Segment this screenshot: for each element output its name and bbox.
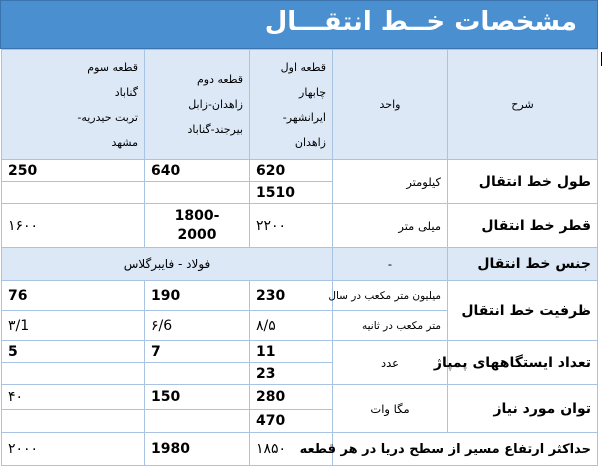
capacity-label: ظرفیت خط انتقال	[448, 281, 598, 341]
header-q3-line: قطعه سوم	[87, 60, 138, 74]
empty-cell	[2, 363, 145, 385]
header-vahed: واحد	[333, 50, 448, 160]
stations-unit: عدد	[333, 341, 448, 385]
capacity-q1b: ۸/۵	[250, 311, 333, 341]
power-q3: ۴۰	[2, 385, 145, 410]
empty-cell	[145, 410, 250, 433]
diameter-q2: 1800- 2000	[145, 204, 250, 248]
header-q3-line: تربت حیدریه-	[77, 110, 138, 124]
capacity-q3b: ۳/1	[2, 311, 145, 341]
empty-cell	[145, 182, 250, 204]
capacity-q1a: 230	[250, 281, 333, 311]
capacity-unit1: میلیون متر مکعب در سال	[333, 281, 448, 311]
capacity-unit2: متر مکعب در ثانیه	[333, 311, 448, 341]
table-row	[2, 160, 598, 182]
capacity-q2b: ۶/6	[145, 311, 250, 341]
title-banner	[0, 0, 598, 49]
header-q1-line: زاهدان	[294, 135, 326, 149]
table-row	[2, 433, 598, 466]
stations-label: تعداد ایستگاههای پمپاژ	[448, 341, 598, 385]
header-q2-line: قطعه دوم	[196, 73, 243, 86]
stations-total: 23	[250, 363, 333, 385]
header-q2-line: زاهدان-زابل	[188, 98, 243, 111]
table-row	[2, 248, 598, 281]
stations-q2: 7	[145, 341, 250, 363]
empty-cell	[2, 410, 145, 433]
material-unit: -	[333, 248, 448, 281]
stations-q1: 11	[250, 341, 333, 363]
material-label: جنس خط انتقال	[448, 248, 598, 281]
header-row	[2, 50, 598, 160]
power-unit: مگا وات	[333, 385, 448, 433]
divider-mark	[601, 52, 602, 66]
elevation-q3: ۲۰۰۰	[2, 433, 145, 466]
elevation-label: حداکثر ارتفاع مسیر از سطح دریا در هر قطعه	[333, 433, 598, 466]
stations-q3: 5	[2, 341, 145, 363]
table-row	[2, 204, 598, 248]
capacity-q2a: 190	[145, 281, 250, 311]
length-q2: 640	[145, 160, 250, 182]
spec-table	[1, 49, 598, 466]
header-q2	[145, 50, 250, 160]
header-q1-line: چابهار	[299, 85, 326, 99]
header-q3	[2, 50, 145, 160]
power-label: توان مورد نیاز	[448, 385, 598, 433]
length-q3: 250	[2, 160, 145, 182]
table-row	[2, 341, 598, 363]
header-q1	[250, 50, 333, 160]
empty-cell	[2, 182, 145, 204]
table-row	[2, 385, 598, 410]
material-value: فولاد - فایبرگلاس	[2, 248, 333, 281]
capacity-q3a: 76	[2, 281, 145, 311]
empty-cell	[145, 363, 250, 385]
header-q1-line: قطعه اول	[280, 60, 326, 74]
diameter-q1: ۲۲۰۰	[250, 204, 333, 248]
diameter-label: قطر خط انتقال	[448, 204, 598, 248]
header-sharh: شرح	[448, 50, 598, 160]
elevation-q1: ۱۸۵۰	[250, 433, 333, 466]
header-q3-line: مشهد	[111, 135, 138, 149]
power-q2: 150	[145, 385, 250, 410]
table-row	[2, 281, 598, 311]
diameter-q3: ۱۶۰۰	[2, 204, 145, 248]
elevation-q2: 1980	[145, 433, 250, 466]
page-title: مشخصات خــط انتقـــال	[264, 7, 577, 37]
length-q1: 620	[250, 160, 333, 182]
power-q1: 280	[250, 385, 333, 410]
header-q1-line: ایرانشهر-	[282, 110, 326, 124]
header-q3-line: گناباد	[114, 85, 138, 99]
diameter-unit: میلی متر	[333, 204, 448, 248]
length-total: 1510	[250, 182, 333, 204]
power-total: 470	[250, 410, 333, 433]
length-unit: کیلومتر	[333, 160, 448, 204]
header-q2-line: بیرجند-گناباد	[187, 123, 243, 136]
length-label: طول خط انتقال	[448, 160, 598, 204]
